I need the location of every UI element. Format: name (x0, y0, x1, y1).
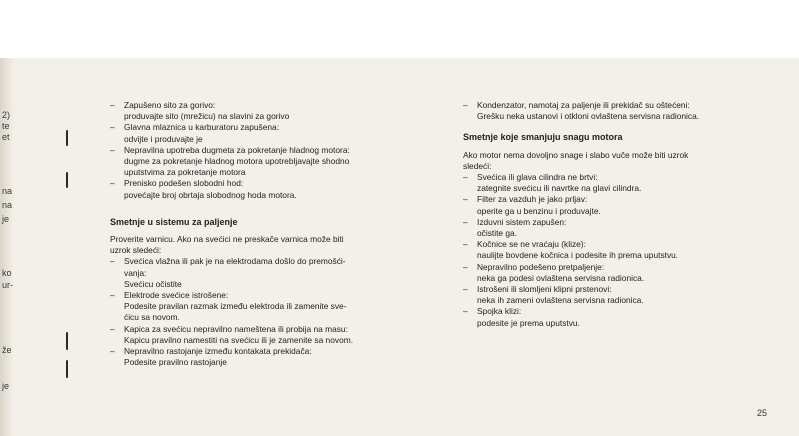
item-line: neka ih zameni ovlaštena servisna radionica. (477, 295, 644, 306)
bullet: – (463, 239, 468, 250)
list-item (110, 256, 430, 290)
prev-fragment: na (2, 200, 13, 210)
list-item (110, 145, 430, 179)
item-line: neka ga podesi ovlaštena servisna radionica. (477, 272, 645, 283)
list-item (463, 284, 773, 306)
bullet: – (463, 216, 468, 227)
prev-fragment: je (2, 214, 10, 224)
intro-line: Proverite varnicu. Ako na svećici ne preskače varnica može biti (110, 234, 344, 245)
item-line: operite ga u benzinu i produvajte. (477, 205, 601, 216)
item-line: Podesite pravilan razmak između elektroda ili zamenite sve- (124, 301, 347, 312)
list-item (463, 172, 773, 194)
item-line: naulijte bovdene kočnica i podesite ih prema uputstvu. (477, 250, 679, 261)
list-item (110, 290, 430, 324)
item-line: dugme za pokretanje hladnog motora upotrebljavajte shodno (124, 156, 350, 167)
list-item (463, 306, 773, 328)
item-line: Podesite pravilno rastojanje (124, 357, 227, 368)
bullet: – (110, 256, 115, 267)
bullet: – (463, 284, 468, 295)
item-line: zategnite svećicu ili navrtke na glavi cilindra. (477, 183, 642, 194)
item-line: Kapica za svećicu nepravilno nameštena ili probija na masu: (124, 323, 348, 334)
bullet: – (463, 194, 468, 205)
list-item (463, 262, 773, 284)
bullet: – (110, 144, 115, 155)
list-item (463, 100, 773, 122)
item-line: Istrošeni ili slomljeni klipni prstenovi: (477, 284, 612, 295)
previous-page-fragments (0, 0, 20, 436)
item-line: Prenisko podešen slobodni hod: (124, 178, 244, 189)
item-line: Zapušeno sito za gorivo: (124, 100, 216, 110)
page-number: 25 (756, 408, 767, 418)
bullet: – (110, 290, 115, 301)
item-line: Glavna mlaznica u karburatoru zapušena: (124, 122, 280, 133)
prev-fragment: 2) (2, 110, 11, 120)
bullet: – (463, 172, 468, 183)
margin-mark (66, 130, 68, 146)
margin-mark (66, 360, 68, 378)
item-line: očistite ga. (477, 228, 518, 239)
intro-line: uzrok sledeći: (110, 245, 162, 256)
intro-paragraph (110, 234, 430, 256)
intro-line: Ako motor nema dovoljno snage i slabo vuče može biti uzrok (463, 149, 689, 160)
bullet: – (110, 323, 115, 334)
item-line: vanja: (124, 267, 147, 278)
prev-fragment: ur- (2, 280, 13, 290)
item-line: Kočnice se ne vraćaju (klize): (477, 239, 586, 250)
item-line: Spojka klizi: (477, 306, 522, 317)
list-item (463, 194, 773, 216)
item-line: Svećicu očistite (124, 278, 182, 289)
bullet: – (463, 261, 468, 272)
item-line: uputstvima za pokretanje motora (124, 167, 246, 178)
list-item (110, 324, 430, 346)
intro-paragraph (463, 150, 773, 172)
item-line: Svećica ili glava cilindra ne brtvi: (477, 172, 598, 183)
bullet: – (110, 122, 115, 133)
left-column (110, 100, 430, 368)
bullet: – (110, 178, 115, 189)
prev-fragment: že (2, 345, 12, 355)
item-line: Nepravilna upotreba dugmeta za pokretanje hladnog motora: (124, 144, 350, 155)
prev-fragment: je (2, 381, 10, 391)
list-item (110, 100, 430, 122)
item-line: povećajte broj obrtaja slobodnog hoda motora. (124, 189, 297, 200)
list-item (110, 122, 430, 144)
item-line: odvijte i produvajte je (124, 133, 203, 144)
item-line: produvajte sito (mrežicu) na slavini za gorivo (124, 111, 290, 122)
item-line: Nepravilno podešeno pretpaljenje: (477, 261, 605, 272)
list-item (110, 346, 430, 368)
right-column (463, 100, 773, 329)
intro-line: sledeći: (463, 160, 492, 171)
bullet: – (463, 306, 468, 317)
item-line: Nepravilno rastojanje između kontakata prekidača: (124, 346, 312, 357)
prev-fragment: ko (2, 268, 12, 278)
item-line: Kapicu pravilno namestiti na svećicu ili je zamenite sa novom. (124, 334, 354, 345)
item-line: Kondenzator, namotaj za paljenje ili prekidač su oštećeni: (477, 100, 690, 110)
list-item (463, 239, 773, 261)
list-item (110, 178, 430, 200)
item-line: ćicu sa novom. (124, 312, 180, 323)
item-line: Elektrode svećice istrošene: (124, 290, 229, 301)
prev-fragment: na (2, 186, 13, 196)
list-item (463, 217, 773, 239)
bullet: – (463, 100, 468, 110)
top-gap (0, 0, 799, 58)
bullet: – (110, 346, 115, 357)
prev-fragment: te (2, 121, 10, 131)
item-line: podesite je prema uputstvu. (477, 317, 580, 328)
margin-mark (66, 332, 68, 350)
margin-mark (66, 172, 68, 188)
item-line: Izduvni sistem zapušen: (477, 216, 567, 227)
section-heading: Smetnje u sistemu za paljenje (110, 216, 238, 227)
item-line: Filter za vazduh je jako prljav: (477, 194, 588, 205)
section-heading: Smetnje koje smanjuju snagu motora (463, 132, 623, 143)
prev-fragment: et (2, 132, 10, 142)
item-line: Grešku neka ustanovi i otkloni ovlaštena servisna radionica. (477, 111, 700, 122)
item-line: Svećica vlažna ili pak je na elektrodama došlo do premošći- (124, 256, 346, 267)
bullet: – (110, 100, 115, 110)
